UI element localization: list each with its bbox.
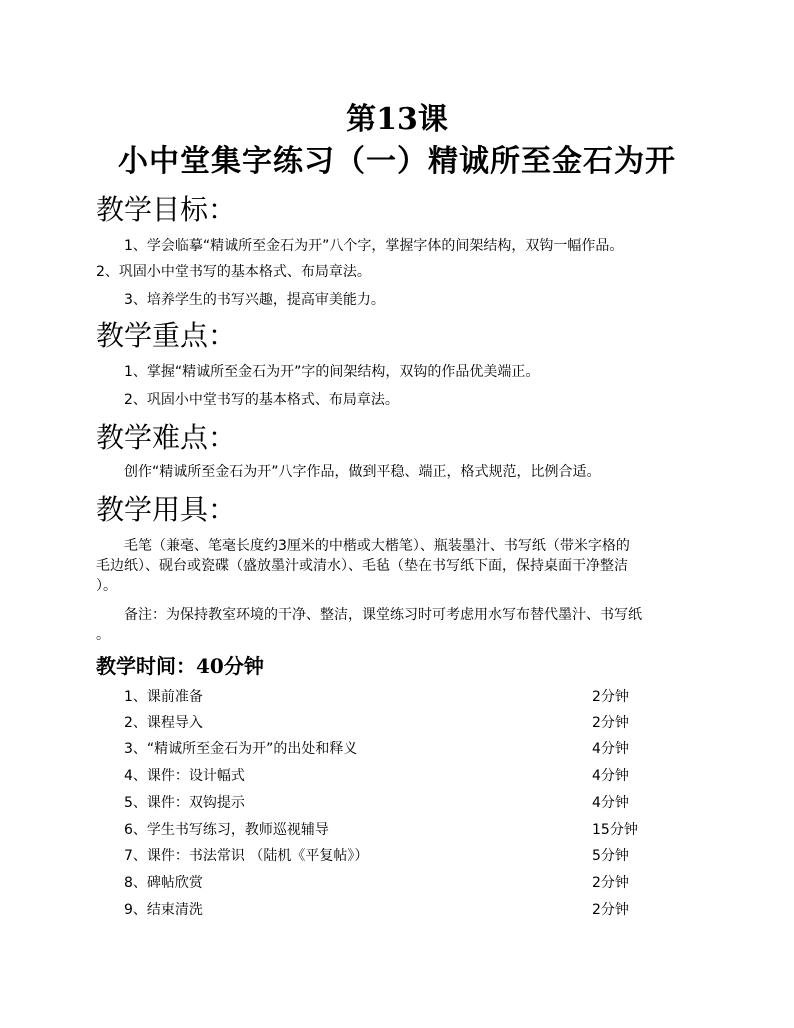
schedule-heading: 教学时间：40分钟: [96, 654, 264, 678]
schedule-minutes: 2分钟: [592, 715, 629, 731]
key-points-heading: 教学重点：: [96, 319, 237, 352]
schedule-item: 6、学生书写练习，教师巡视辅导: [124, 822, 329, 838]
schedule-item: 1、课前准备: [124, 689, 203, 705]
schedule-item: 3、“精诚所至金石为开”的出处和释义: [124, 741, 358, 757]
schedule-row: [0, 763, 794, 789]
schedule-minutes: 4分钟: [592, 768, 629, 784]
tools-line-2: 毛边纸）、砚台或瓷碟（盛放墨汁或清水）、毛毡（垫在书写纸下面，保持桌面干净整洁: [96, 558, 628, 574]
schedule-item: 7、课件：书法常识 （陆机《平复帖》）: [124, 848, 369, 864]
key-points-item-1: 1、掌握“精诚所至金石为开”字的间架结构，双钩的作品优美端正。: [124, 364, 540, 380]
difficulties-text: 创作“精诚所至金石为开”八字作品，做到平稳、端正，格式规范，比例合适。: [124, 464, 601, 480]
goals-item-2: 2、巩固小中堂书写的基本格式、布局章法。: [96, 264, 371, 280]
difficulties-heading: 教学难点：: [96, 421, 237, 454]
schedule-minutes: 2分钟: [592, 689, 629, 705]
schedule-item: 9、结束清洗: [124, 902, 203, 918]
tools-heading: 教学用具：: [96, 493, 237, 526]
schedule-row: [0, 897, 794, 923]
tools-line-1: 毛笔（兼毫、笔毫长度约3厘米的中楷或大楷笔）、瓶装墨汁、书写纸（带米字格的: [124, 538, 630, 554]
schedule-row: [0, 684, 794, 710]
goals-heading: 教学目标：: [96, 193, 237, 226]
schedule-minutes: 15分钟: [592, 822, 638, 838]
tools-note-line-1: 备注：为保持教室环境的干净、整洁，课堂练习时可考虑用水写布替代墨汁、书写纸: [124, 607, 642, 623]
schedule-minutes: 2分钟: [592, 875, 629, 891]
key-points-item-2: 2、巩固小中堂书写的基本格式、布局章法。: [124, 392, 399, 408]
schedule-row: [0, 790, 794, 816]
schedule-item: 8、碑帖欣赏: [124, 875, 203, 891]
schedule-item: 2、课程导入: [124, 715, 203, 731]
tools-line-3: ）。: [96, 578, 117, 594]
schedule-minutes: 5分钟: [592, 848, 629, 864]
schedule-row: [0, 843, 794, 869]
tools-note-line-2: 。: [96, 627, 110, 643]
schedule-minutes: 2分钟: [592, 902, 629, 918]
schedule-row: [0, 736, 794, 762]
schedule-minutes: 4分钟: [592, 741, 629, 757]
lesson-number: 第13课: [346, 102, 448, 137]
schedule-row: [0, 817, 794, 843]
schedule-row: [0, 710, 794, 736]
schedule-item: 4、课件：设计幅式: [124, 768, 245, 784]
schedule-row: [0, 870, 794, 896]
schedule-item: 5、课件：双钩提示: [124, 795, 245, 811]
goals-item-1: 1、学会临摹“精诚所至金石为开”八个字，掌握字体的间架结构，双钩一幅作品。: [124, 238, 624, 254]
schedule-minutes: 4分钟: [592, 795, 629, 811]
page-title: 小中堂集字练习（一）精诚所至金石为开: [118, 144, 676, 179]
goals-item-3: 3、培养学生的书写兴趣，提高审美能力。: [124, 292, 385, 308]
